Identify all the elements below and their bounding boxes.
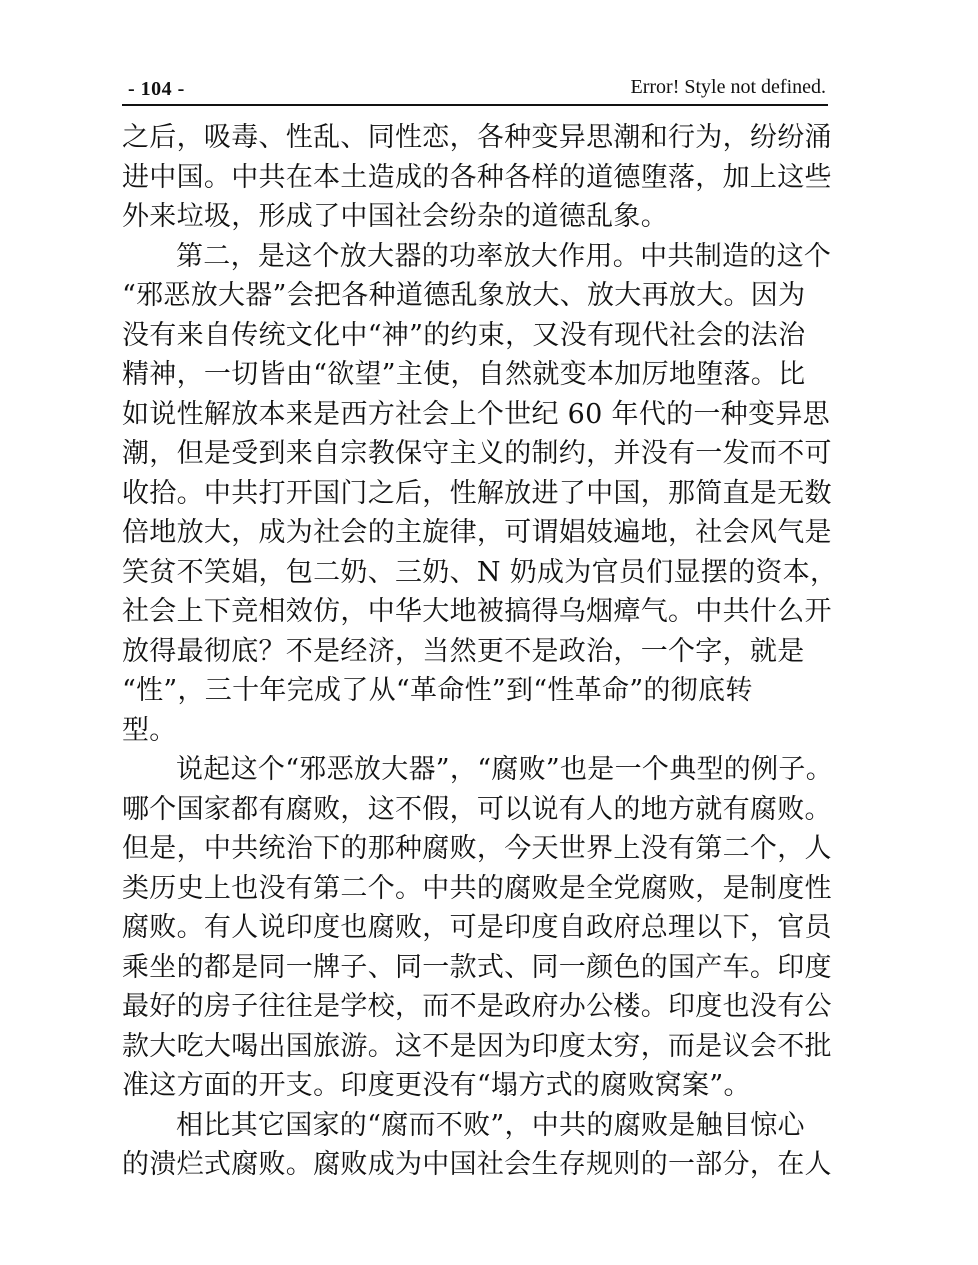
text-line: 没有来自传统文化中“神”的约束，又没有现代社会的法治 [122, 319, 806, 351]
text-line: 如说性解放本来是西方社会上个世纪 60 年代的一种变异思 [122, 398, 830, 430]
text-line: 放得最彻底？不是经济，当然更不是政治，一个字，就是 [122, 635, 805, 667]
text-line: 但是，中共统治下的那种腐败，今天世界上没有第二个，人 [122, 833, 832, 864]
text-line: “邪恶放大器”会把各种道德乱象放大、放大再放大。因为 [122, 280, 806, 311]
text-line: 最好的房子往往是学校，而不是政府办公楼。印度也没有公 [122, 991, 832, 1022]
text-line: 进中国。中共在本土造成的各种各样的道德堕落，加上这些 [122, 161, 832, 193]
text-line: “性”，三十年完成了从“革命性”到“性革命”的彻底转 [122, 675, 753, 706]
text-line: 社会上下竞相效仿，中华大地被搞得乌烟瘴气。中共什么开 [122, 596, 832, 627]
text-line: 的溃烂式腐败。腐败成为中国社会生存规则的一部分，在人 [122, 1149, 832, 1180]
text-line: 之后，吸毒、性乱、同性恋，各种变异思潮和行为，纷纷涌 [122, 122, 832, 153]
text-line: 款大吃大喝出国旅游。这不是因为印度太穷，而是议会不批 [122, 1030, 832, 1062]
text-line: 潮，但是受到来自宗教保守主义的制约，并没有一发而不可 [122, 438, 832, 469]
paragraph-start-line: 相比其它国家的“腐而不败”，中共的腐败是触目惊心 [176, 1109, 805, 1141]
text-line: 腐败。有人说印度也腐败，可是印度自政府总理以下，官员 [122, 912, 832, 943]
paragraph-start-line: 第二，是这个放大器的功率放大作用。中共制造的这个 [176, 240, 832, 272]
text-line: 笑贫不笑娼，包二奶、三奶、N 奶成为官员们显摆的资本， [122, 556, 838, 588]
page-header [122, 72, 828, 106]
text-line: 类历史上也没有第二个。中共的腐败是全党腐败，是制度性 [122, 872, 832, 904]
body-text [122, 118, 838, 1185]
text-line: 型。 [122, 714, 177, 746]
running-title: Error! Style not defined. [630, 76, 826, 98]
text-line: 哪个国家都有腐败，这不假，可以说有人的地方就有腐败。 [122, 793, 832, 825]
paragraph-start-line: 说起这个“邪恶放大器”，“腐败”也是一个典型的例子。 [176, 754, 834, 785]
text-line: 倍地放大，成为社会的主旋律，可谓娼妓遍地，社会风气是 [122, 517, 832, 548]
text-line: 准这方面的开支。印度更没有“塌方式的腐败窝案”。 [122, 1070, 751, 1101]
text-line: 收拾。中共打开国门之后，性解放进了中国，那简直是无数 [122, 477, 832, 509]
page-number: - 104 - [128, 78, 185, 100]
text-line: 乘坐的都是同一牌子、同一款式、同一颜色的国产车。印度 [122, 951, 832, 983]
text-line: 外来垃圾，形成了中国社会纷杂的道德乱象。 [122, 201, 668, 232]
text-line: 精神，一切皆由“欲望”主使，自然就变本加厉地堕落。比 [122, 359, 806, 390]
